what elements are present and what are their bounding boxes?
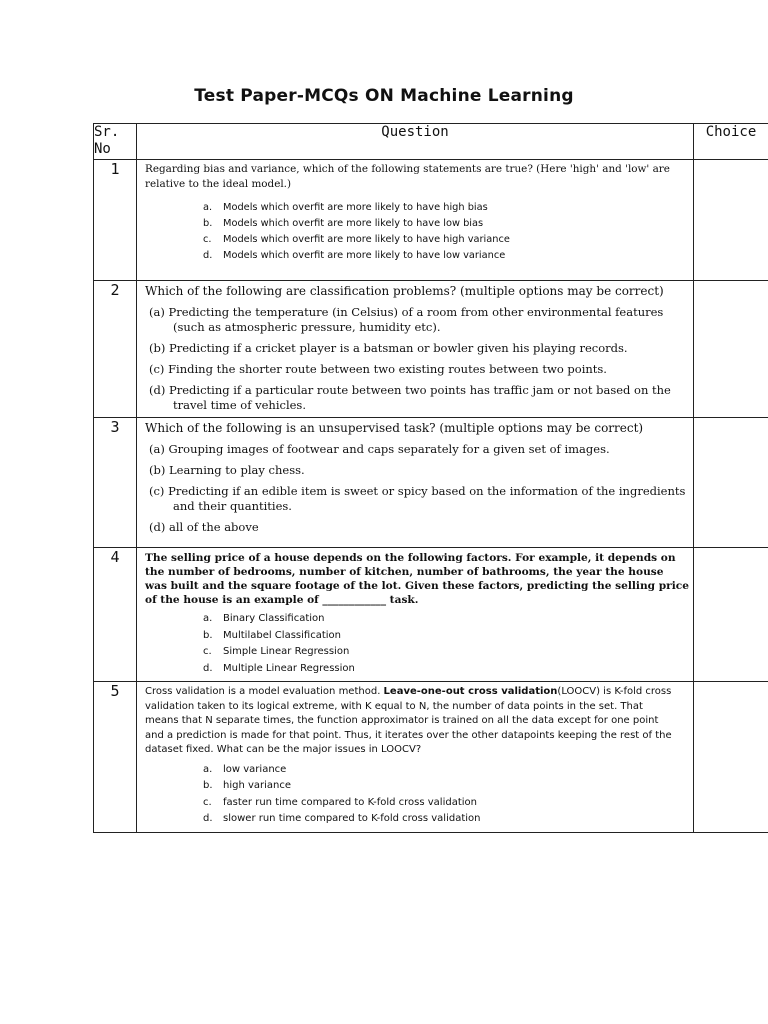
question-cell (137, 418, 694, 548)
choice-cell[interactable] (694, 160, 768, 281)
option-item: (c) Finding the shorter route between two existing routes between two points. (149, 362, 607, 376)
question-text: Cross validation is a model evaluation method. Leave-one-out cross validation(LOOCV) is K-fold cross validation taken to its logical extreme, with K equal to N, the number of data points in the set. That means that N separate times, the function approximator is trained on all the data except for one point and a prediction is made for that point. Thus, it iterates over the other datapoints keeping the rest of the dataset fixed. What can be the major issues in LOOCV? (145, 686, 672, 755)
loocv-term: Leave-one-out cross validation (383, 686, 558, 697)
option-item: (b) Learning to play chess. (149, 463, 305, 477)
choice-cell[interactable] (694, 418, 768, 548)
option-item: a. low variance (203, 763, 287, 775)
option-item: (c) Predicting if an edible item is sweet or spicy based on the information of the ingredients and their quantities. (149, 484, 686, 513)
choice-cell[interactable] (694, 548, 768, 682)
option-item: c. Simple Linear Regression (203, 646, 350, 657)
option-item: a. Models which overfit are more likely to have high bias (203, 202, 488, 213)
table-row (94, 160, 768, 281)
option-item: c. Models which overfit are more likely to have high variance (203, 234, 510, 245)
option-item: (a) Predicting the temperature (in Celsius) of a room from other environmental features (such as atmospheric pressure, humidity etc). (149, 305, 664, 334)
table-row (94, 281, 768, 418)
choice-cell[interactable] (694, 682, 768, 833)
question-text: The selling price of a house depends on the following factors. For example, it depends on the number of bedrooms, number of kitchen, number of bathrooms, the year the house was built and the square footage of the lot. Given these factors, predicting the selling price of the house is an example of ____________ task. (145, 552, 689, 606)
question-table (93, 123, 768, 833)
table-header-row (94, 124, 768, 160)
question-text: Which of the following is an unsupervised task? (multiple options may be correct) (145, 421, 644, 435)
question-text: Regarding bias and variance, which of the following statements are true? (Here 'high' and 'low' are relative to the ideal model.) (145, 163, 670, 190)
option-item: d. Models which overfit are more likely to have low variance (203, 250, 506, 261)
table-row (94, 548, 768, 682)
option-item: (d) Predicting if a particular route between two points has traffic jam or not based on the travel time of vehicles. (149, 383, 671, 412)
question-cell (137, 160, 694, 281)
option-list (203, 611, 689, 677)
option-item: (a) Grouping images of footwear and caps separately for a given set of images. (149, 442, 610, 456)
option-list (203, 200, 689, 264)
option-item: b. Multilabel Classification (203, 629, 341, 641)
question-text: Which of the following are classification problems? (multiple options may be correct) (145, 284, 664, 298)
option-item: a. Binary Classification (203, 613, 325, 624)
table-row (94, 682, 768, 833)
question-cell (137, 281, 694, 418)
option-item: (b) Predicting if a cricket player is a batsman or bowler given his playing records. (149, 341, 628, 355)
option-item: d. slower run time compared to K-fold cross validation (203, 813, 481, 824)
question-number: 2 (94, 281, 137, 418)
table-row (94, 418, 768, 548)
option-list (203, 762, 689, 828)
option-item: d. Multiple Linear Regression (203, 662, 355, 674)
header-sr-no: Sr. No (94, 124, 137, 160)
page-title: Test Paper-MCQs ON Machine Learning (194, 86, 574, 106)
option-item: b. Models which overfit are more likely to have low bias (203, 218, 484, 229)
option-item: (d) all of the above (149, 520, 259, 534)
question-cell (137, 682, 694, 833)
question-cell (137, 548, 694, 682)
option-item: c. faster run time compared to K-fold cross validation (203, 796, 477, 808)
header-question: Question (137, 124, 694, 160)
question-number: 5 (94, 682, 137, 833)
question-number: 3 (94, 418, 137, 548)
question-number: 4 (94, 548, 137, 682)
choice-cell[interactable] (694, 281, 768, 418)
header-choice: Choice (694, 124, 768, 160)
option-item: b. high variance (203, 780, 292, 791)
question-number: 1 (94, 160, 137, 281)
